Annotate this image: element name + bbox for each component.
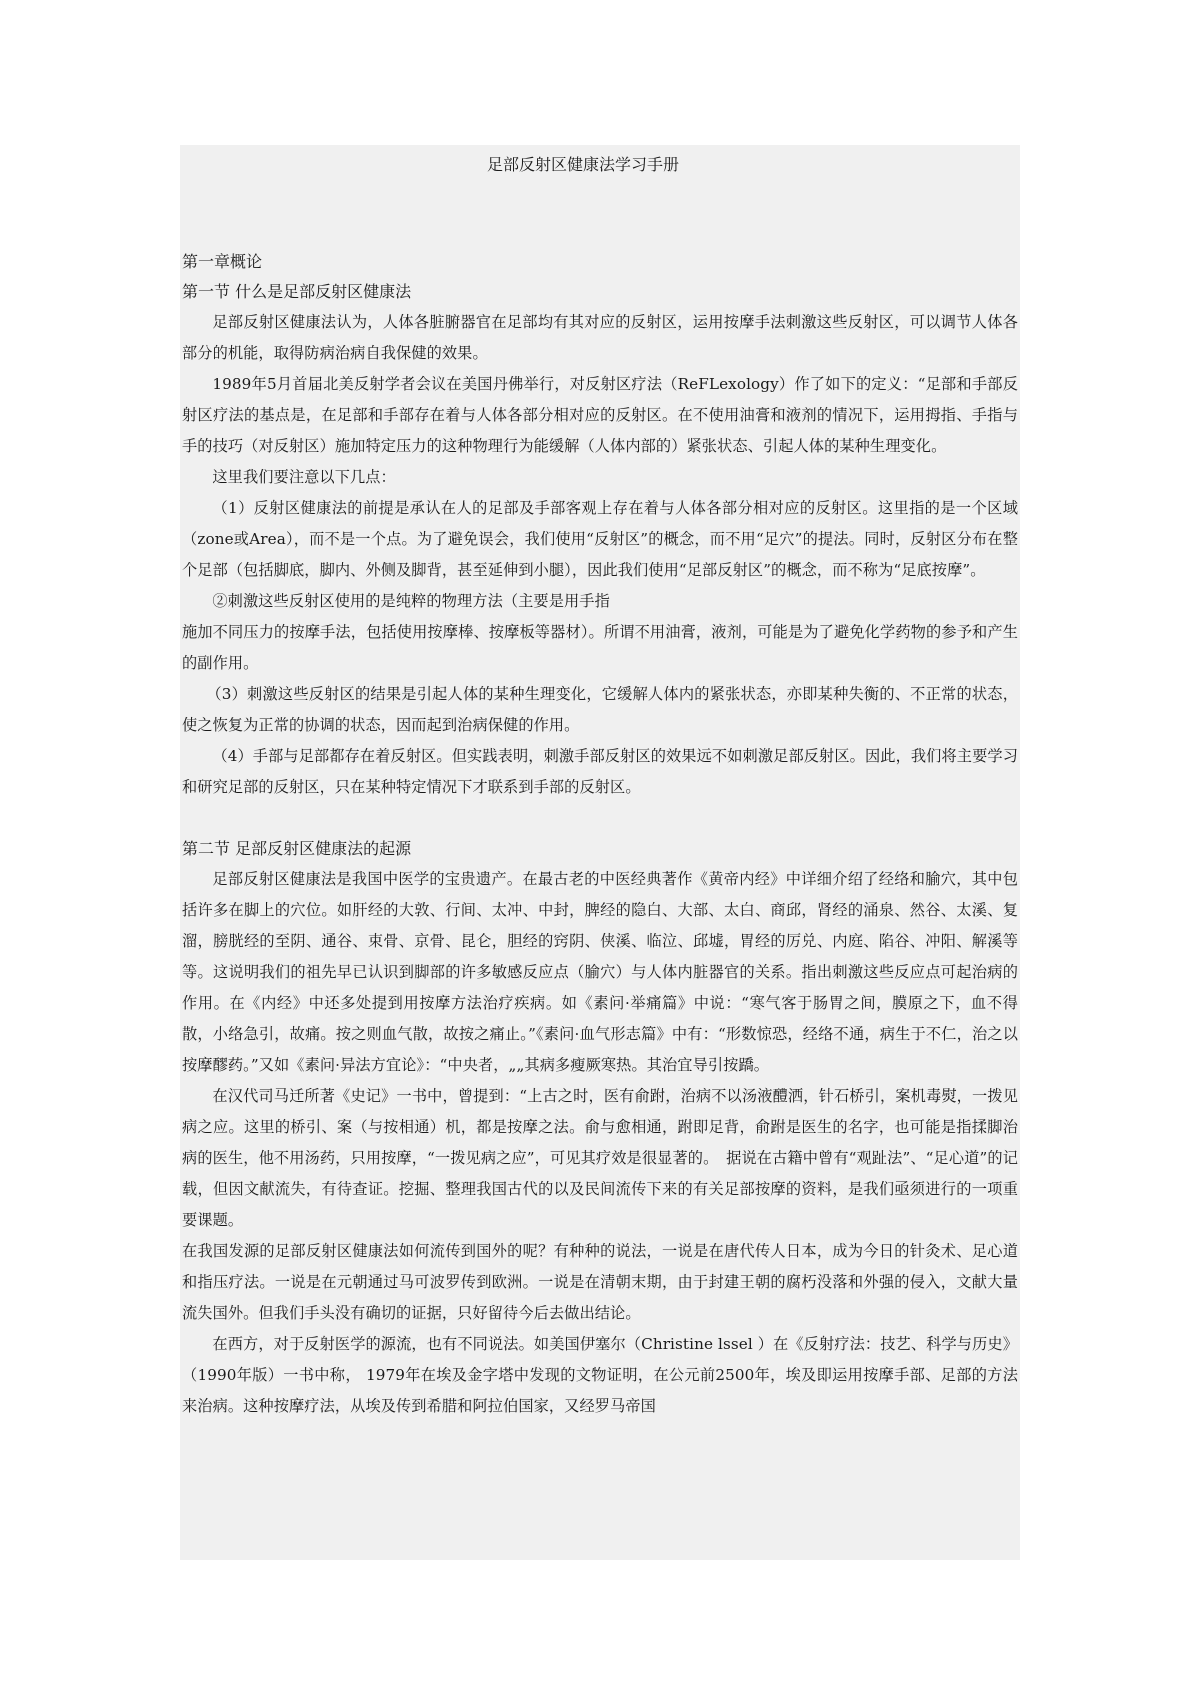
chapter-heading: 第一章概论 — [182, 252, 263, 271]
document-title: 足部反射区健康法学习手册 — [486, 155, 679, 174]
paragraph: （1）反射区健康法的前提是承认在人的足部及手部客观上存在着与人体各部分相对应的反射区。这里指的是一个区域（zone或Area），而不是一个点。为了避免误会，我们使用“反射区”的概念，而不用“足穴”的提法。同时，反射区分布在整个足部（包括脚底，脚内、外侧及脚背，甚至延伸到小腿），因此我们使用“足部反射区”的概念，而不称为“足底按摩”。 — [182, 499, 1018, 579]
paragraph: 施加不同压力的按摩手法，包括使用按摩棒、按摩板等器材）。所谓不用油膏，液剂，可能是为了避免化学药物的参予和产生的副作用。 — [182, 623, 1018, 672]
paragraph: 这里我们要注意以下几点： — [212, 468, 396, 486]
paragraph: （3）刺激这些反射区的结果是引起人体的某种生理变化，它缓解人体内的紧张状态，亦即某种失衡的、不正常的状态，使之恢复为正常的协调的状态，因而起到治病保健的作用。 — [182, 685, 1018, 734]
section-heading-1: 第一节 什么是足部反射区健康法 — [182, 282, 412, 301]
section-heading-2: 第二节 足部反射区健康法的起源 — [182, 839, 412, 858]
paragraph: 在我国发源的足部反射区健康法如何流传到国外的呢？有种种的说法，一说是在唐代传人日本，成为今日的针灸术、足心道和指压疗法。一说是在元朝通过马可波罗传到欧洲。一说是在清朝末期，由于封建王朝的腐朽没落和外强的侵入，文献大量流失国外。但我们手头没有确切的证据，只好留待今后去做出结论。 — [182, 1242, 1018, 1322]
paragraph: 足部反射区健康法认为，人体各脏腑器官在足部均有其对应的反射区，运用按摩手法刺激这些反射区，可以调节人体各部分的机能，取得防病治病自我保健的效果。 — [182, 313, 1018, 362]
spacer — [182, 803, 1018, 834]
paragraph: 在汉代司马迁所著《史记》一书中，曾提到：“上古之时，医有俞跗，治病不以汤液醴洒，针石桥引，案机毒熨，一拨见病之应。这里的桥引、案（与按相通）机，都是按摩之法。俞与愈相通，跗即足背，俞跗是医生的名字，也可能是指揉脚治病的医生，他不用汤药，只用按摩，“一拨见病之应”，可见其疗效是很显著的。 据说在古籍中曾有“观趾法”、“足心道”的记载，但因文献流失，有待查证。挖掘、整理我国古代的以及民间流传下来的有关足部按摩的资料，是我们亟须进行的一项重要课题。 — [182, 1087, 1018, 1229]
paragraph: 在西方，对于反射医学的源流，也有不同说法。如美国伊塞尔（Christine lssel ）在《反射疗法：技艺、科学与历史》（1990年版）一书中称， 1979年在埃及金字塔中发现的文物证明，在公元前2500年，埃及即运用按摩手部、足部的方法来治病。这种按摩疗法，从埃及传到希腊和阿拉伯国家，又经罗马帝国 — [182, 1335, 1018, 1415]
paragraph: 1989年5月首届北美反射学者会议在美国丹佛举行，对反射区疗法（ReFLexology）作了如下的定义：“足部和手部反射区疗法的基点是，在足部和手部存在着与人体各部分相对应的反射区。在不使用油膏和液剂的情况下，运用拇指、手指与手的技巧（对反射区）施加特定压力的这种物理行为能缓解（人体内部的）紧张状态、引起人体的某种生理变化。 — [182, 375, 1018, 455]
paragraph: （4）手部与足部都存在着反射区。但实践表明，刺激手部反射区的效果远不如刺激足部反射区。因此，我们将主要学习和研究足部的反射区，只在某种特定情况下才联系到手部的反射区。 — [182, 747, 1018, 796]
paragraph: ②刺激这些反射区使用的是纯粹的物理方法（主要是用手指 — [212, 592, 610, 610]
paragraph: 足部反射区健康法是我国中医学的宝贵遗产。在最古老的中医经典著作《黄帝内经》中详细介绍了经络和腧穴，其中包括许多在脚上的穴位。如肝经的大敦、行间、太冲、中封，脾经的隐白、大部、太白、商邱，肾经的涌泉、然谷、太溪、复溜，膀胱经的至阴、通谷、束骨、京骨、昆仑，胆经的窍阴、侠溪、临泣、邱墟，胃经的厉兑、内庭、陷谷、冲阳、解溪等等。这说明我们的祖先早已认识到脚部的许多敏感反应点（腧穴）与人体内脏器官的关系。指出刺激这些反应点可起治病的作用。在《内经》中还多处提到用按摩方法治疗疾病。如《素问·举痛篇》中说：“寒气客于肠胃之间，膜原之下，血不得散，小络急引，故痛。按之则血气散，故按之痛止。”《素问·血气形志篇》中有：“形数惊恐，经络不通，病生于不仁，治之以按摩醪药。”又如《素问·异法方宜论》：“中央者，„„其病多瘦厥寒热。其治宜导引按蹻。 — [182, 870, 1018, 1074]
document-page — [180, 145, 1020, 1560]
